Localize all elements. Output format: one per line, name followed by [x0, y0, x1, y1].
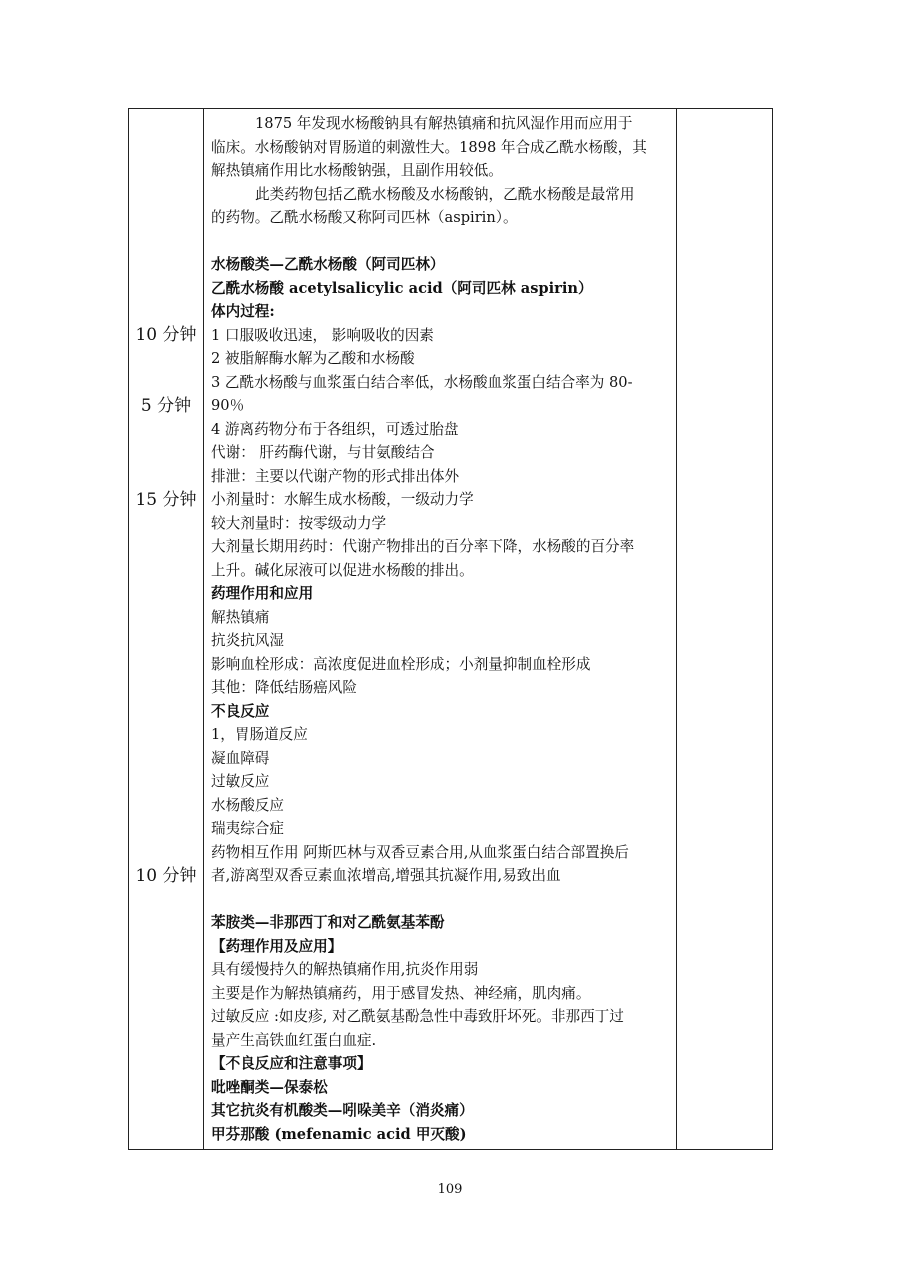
section-heading: 吡唑酮类—保泰松 [211, 1078, 328, 1096]
section-heading: 不良反应 [211, 702, 270, 720]
text-line: 排泄：主要以代谢产物的形式排出体外 [211, 467, 460, 485]
column-divider-left [203, 109, 204, 1149]
column-divider-right [676, 109, 677, 1149]
text-line: 大剂量长期用药时：代谢产物排出的百分率下降，水杨酸的百分率 [211, 538, 635, 555]
section-heading: 乙酰水杨酸 acetylsalicylic acid（阿司匹林 aspirin） [211, 279, 593, 297]
text-line: 较大剂量时：按零级动力学 [211, 514, 387, 532]
time-mark: 10 分钟 [135, 866, 197, 886]
section-heading: 【药理作用及应用】 [211, 937, 343, 955]
time-mark: 10 分钟 [135, 325, 197, 345]
text-line: 量产生高铁血红蛋白血症. [211, 1031, 377, 1049]
text-line: 4 游离药物分布于各组织，可透过胎盘 [211, 420, 459, 438]
text-line: 解热镇痛作用比水杨酸钠强，且副作用较低。 [211, 162, 503, 179]
time-mark: 5 分钟 [140, 396, 192, 416]
text-line: 的药物。乙酰水杨酸又称阿司匹林（aspirin）。 [211, 209, 518, 226]
section-heading: 苯胺类—非那西丁和对乙酰氨基苯酚 [211, 914, 445, 931]
lesson-content [211, 112, 671, 1146]
text-line: 主要是作为解热镇痛药，用于感冒发热、神经痛，肌肉痛。 [211, 984, 591, 1002]
text-line [211, 888, 671, 912]
section-heading: 其它抗炎有机酸类—吲哚美辛（消炎痛） [211, 1102, 474, 1119]
text-line: 其他：降低结肠癌风险 [211, 679, 357, 696]
text-line: 过敏反应 [211, 773, 270, 790]
text-line: 凝血障碍 [211, 749, 270, 767]
text-line: 上升。碱化尿液可以促进水杨酸的排出。 [211, 561, 474, 579]
text-line: 解热镇痛 [211, 608, 270, 626]
text-line [211, 230, 671, 254]
section-heading: 药理作用和应用 [211, 585, 314, 602]
text-line: 此类药物包括乙酰水杨酸及水杨酸钠，乙酰水杨酸是最常用 [255, 185, 635, 203]
section-heading: 甲芬那酸 (mefenamic acid 甲灭酸) [211, 1125, 467, 1143]
text-line: 者,游离型双香豆素血浓增高,增强其抗凝作用,易致出血 [211, 867, 561, 884]
time-mark: 15 分钟 [135, 490, 197, 510]
text-line: 瑞夷综合症 [211, 820, 284, 837]
text-line: 3 乙酰水杨酸与血浆蛋白结合率低，水杨酸血浆蛋白结合率为 80- [211, 373, 633, 391]
text-line: 1 口服吸收迅速， 影响吸收的因素 [211, 326, 434, 344]
text-line: 抗炎抗风湿 [211, 632, 284, 649]
text-line: 过敏反应 :如皮疹, 对乙酰氨基酚急性中毒致肝坏死。非那西丁过 [211, 1008, 624, 1025]
lesson-table [128, 108, 773, 1150]
text-line: 影响血栓形成：高浓度促进血栓形成；小剂量抑制血栓形成 [211, 655, 591, 673]
text-line: 1875 年发现水杨酸钠具有解热镇痛和抗风湿作用而应用于 [255, 115, 633, 132]
text-line: 代谢： 肝药酶代谢，与甘氨酸结合 [211, 444, 435, 461]
text-line: 2 被脂解酶水解为乙酸和水杨酸 [211, 350, 415, 367]
text-line: 90％ [211, 397, 245, 414]
text-line: 临床。水杨酸钠对胃肠道的刺激性大。1898 年合成乙酰水杨酸，其 [211, 138, 647, 156]
text-line: 小剂量时：水解生成水杨酸，一级动力学 [211, 491, 474, 508]
text-line: 1，胃肠道反应 [211, 726, 308, 743]
section-heading: 体内过程: [211, 303, 275, 320]
section-heading: 水杨酸类—乙酰水杨酸（阿司匹林） [211, 256, 445, 273]
section-heading: 【不良反应和注意事项】 [211, 1055, 372, 1072]
text-line: 水杨酸反应 [211, 796, 284, 814]
page-number: 109 [437, 1182, 463, 1197]
text-line: 药物相互作用 阿斯匹林与双香豆素合用,从血浆蛋白结合部置换后 [211, 843, 629, 861]
text-line: 具有缓慢持久的解热镇痛作用,抗炎作用弱 [211, 961, 479, 978]
